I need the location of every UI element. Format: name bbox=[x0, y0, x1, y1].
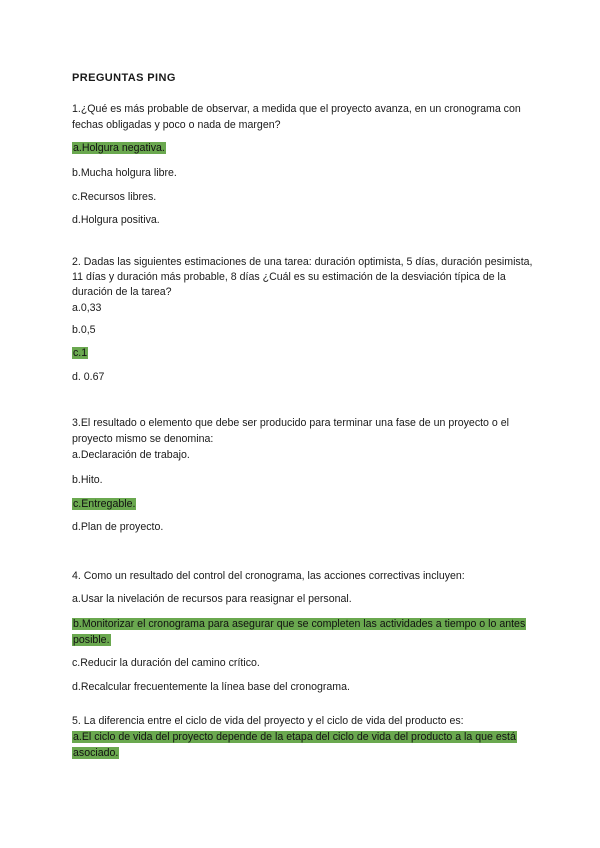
question-4-option-a: a.Usar la nivelación de recursos para reasignar el personal. bbox=[72, 593, 352, 605]
correct-answer-highlight: b.Monitorizar el cronograma para asegurar que se completen las actividades a tiempo o lo antes posible. bbox=[73, 618, 526, 646]
question-2-option-c bbox=[72, 346, 88, 361]
question-4-option-d: d.Recalcular frecuentemente la línea base del cronograma. bbox=[72, 681, 350, 693]
question-1-option-d: d.Holgura positiva. bbox=[72, 214, 160, 226]
question-2-option-d: d. 0.67 bbox=[72, 371, 105, 383]
question-1-option-c: c.Recursos libres. bbox=[72, 191, 157, 203]
correct-answer-highlight: a.El ciclo de vida del proyecto depende de la etapa del ciclo de vida del producto a la que está asociado. bbox=[73, 731, 516, 759]
question-3-option-c bbox=[72, 497, 136, 512]
question-2-text: 2. Dadas las siguientes estimaciones de una tarea: duración optimista, 5 días, duración pesimista, 11 días y duración más probable, 8 días ¿Cuál es su estimación de la desviación típica de la duración de la tarea? bbox=[72, 256, 533, 298]
question-1-text: 1.¿Qué es más probable de observar, a medida que el proyecto avanza, en un cronograma con fechas obligadas y poco o nada de margen? bbox=[72, 103, 521, 131]
question-5-option-a bbox=[72, 729, 534, 761]
question-4-option-c: c.Reducir la duración del camino crítico. bbox=[72, 657, 260, 669]
correct-answer-highlight: c.1 bbox=[73, 347, 88, 359]
question-1-option-a bbox=[72, 141, 166, 156]
question-5-text: 5. La diferencia entre el ciclo de vida del proyecto y el ciclo de vida del producto es: bbox=[72, 715, 464, 727]
document-title: PREGUNTAS PING bbox=[72, 72, 176, 84]
question-3-option-d: d.Plan de proyecto. bbox=[72, 521, 164, 533]
question-2-option-b: b.0,5 bbox=[72, 324, 96, 336]
question-4-text: 4. Como un resultado del control del cronograma, las acciones correctivas incluyen: bbox=[72, 570, 465, 582]
question-3-text: 3.El resultado o elemento que debe ser producido para terminar una fase de un proyecto o el proyecto mismo se denomina: bbox=[72, 417, 509, 445]
question-4-option-b bbox=[72, 616, 534, 648]
question-3-option-a: a.Declaración de trabajo. bbox=[72, 449, 190, 461]
correct-answer-highlight: c.Entregable. bbox=[73, 498, 136, 510]
correct-answer-highlight: a.Holgura negativa. bbox=[73, 142, 165, 154]
question-1-option-b: b.Mucha holgura libre. bbox=[72, 167, 177, 179]
question-2-option-a: a.0,33 bbox=[72, 302, 102, 314]
question-3-option-b: b.Hito. bbox=[72, 474, 103, 486]
